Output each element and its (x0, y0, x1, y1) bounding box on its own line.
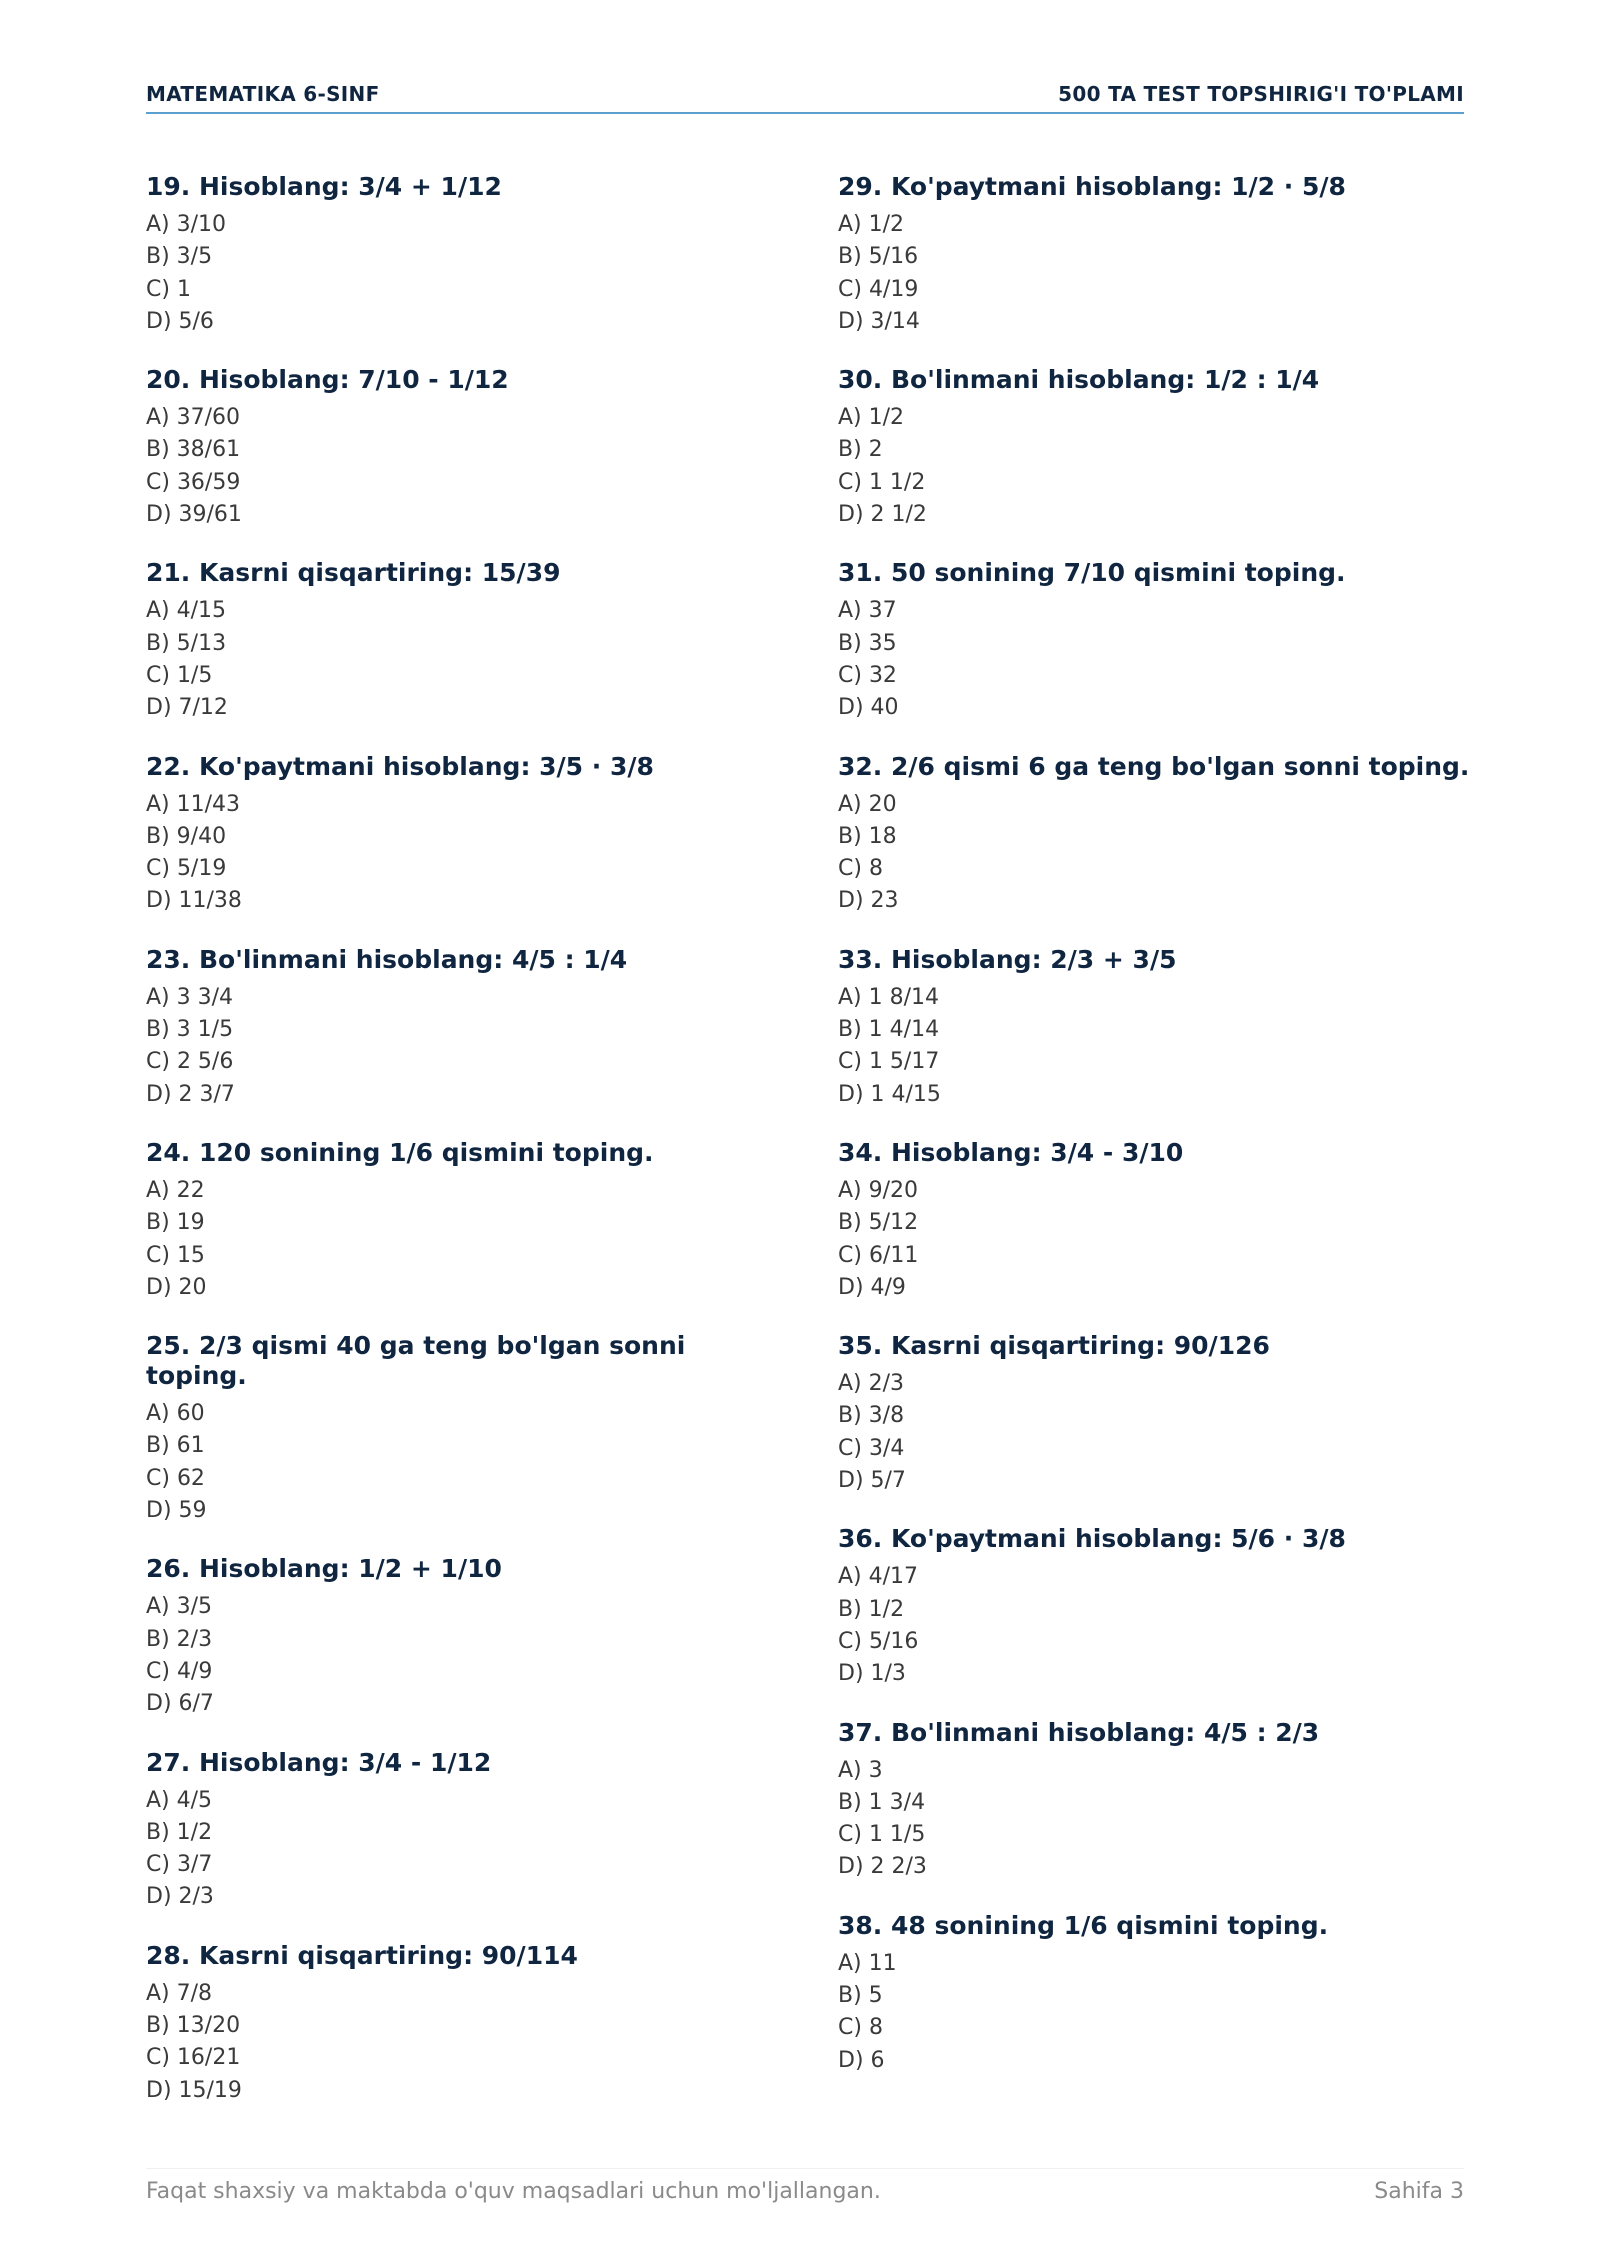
answer-option: A) 20 (838, 791, 897, 817)
answer-option: B) 19 (146, 1210, 205, 1236)
answer-option: D) 2 1/2 (838, 502, 927, 528)
answer-option: C) 1 5/17 (838, 1049, 940, 1075)
answer-option: A) 2/3 (838, 1371, 905, 1397)
answer-option: B) 1 3/4 (838, 1789, 926, 1815)
question-block (146, 945, 786, 1111)
answer-option: D) 11/38 (146, 888, 242, 914)
answer-option: B) 3/8 (838, 1403, 905, 1429)
question-title: 20. Hisoblang: 7/10 - 1/12 (146, 365, 509, 395)
answer-option: C) 36/59 (146, 469, 241, 495)
page-header (146, 82, 1464, 114)
question-title: 25. 2/3 qismi 40 ga teng bo'lgan sonni toping. (146, 1331, 686, 1391)
answer-option: A) 3 3/4 (146, 984, 234, 1010)
answer-option: D) 5/7 (838, 1468, 906, 1494)
answer-option: B) 1/2 (838, 1596, 905, 1622)
answer-option: C) 16/21 (146, 2045, 241, 2071)
answer-option: B) 61 (146, 1433, 205, 1459)
answer-option: D) 59 (146, 1498, 207, 1524)
answer-option: B) 13/20 (146, 2012, 241, 2038)
answer-option: D) 39/61 (146, 502, 242, 528)
question-title: 34. Hisoblang: 3/4 - 3/10 (838, 1137, 1184, 1167)
answer-option: D) 2 3/7 (146, 1081, 235, 1107)
answer-option: A) 3/10 (146, 212, 227, 237)
answer-option: A) 37/60 (146, 405, 241, 431)
page-number: Sahifa 3 (1374, 2179, 1464, 2204)
answer-option: A) 7/8 (146, 1980, 213, 2006)
answer-option: D) 2 2/3 (838, 1854, 927, 1880)
answer-option: A) 11/43 (146, 791, 241, 817)
question-block (838, 172, 1478, 338)
answer-option: C) 62 (146, 1465, 205, 1491)
answer-option: A) 1 8/14 (838, 984, 940, 1010)
answer-option: B) 1/2 (146, 1819, 213, 1845)
answer-option: D) 2/3 (146, 1884, 214, 1910)
answer-option: D) 40 (838, 695, 899, 721)
question-block (838, 752, 1478, 918)
answer-option: D) 6/7 (146, 1691, 214, 1717)
answer-option: A) 1/2 (838, 405, 905, 431)
question-title: 19. Hisoblang: 3/4 + 1/12 (146, 172, 502, 201)
answer-option: D) 3/14 (838, 308, 920, 334)
answer-option: A) 22 (146, 1177, 205, 1203)
question-block (146, 1748, 786, 1914)
answer-option: B) 5/12 (838, 1210, 919, 1236)
answer-option: B) 5 (838, 1982, 883, 2008)
answer-option: B) 5/13 (146, 630, 227, 656)
answer-option: A) 60 (146, 1401, 205, 1427)
answer-option: B) 2/3 (146, 1626, 213, 1652)
question-block (838, 1524, 1478, 1690)
answer-option: B) 38/61 (146, 437, 241, 463)
question-title: 27. Hisoblang: 3/4 - 1/12 (146, 1747, 492, 1777)
answer-option: A) 3/5 (146, 1594, 213, 1620)
question-block (146, 172, 786, 338)
question-title: 23. Bo'linmani hisoblang: 4/5 : 1/4 (146, 944, 628, 974)
answer-option: C) 8 (838, 2015, 883, 2041)
answer-option: C) 1/5 (146, 662, 213, 688)
answer-option: C) 4/19 (838, 276, 919, 302)
question-title: 21. Kasrni qisqartiring: 15/39 (146, 558, 561, 588)
question-block (146, 752, 786, 918)
answer-option: A) 9/20 (838, 1177, 919, 1203)
question-title: 38. 48 sonining 1/6 qismini toping. (838, 1910, 1329, 1940)
answer-option: A) 37 (838, 598, 897, 624)
question-block (838, 1911, 1478, 2077)
answer-option: C) 3/7 (146, 1852, 213, 1878)
question-block (838, 945, 1478, 1111)
answer-option: D) 4/9 (838, 1274, 906, 1300)
question-block (838, 558, 1478, 724)
answer-option: C) 5/19 (146, 856, 227, 882)
question-block (838, 1331, 1478, 1497)
question-title: 33. Hisoblang: 2/3 + 3/5 (838, 944, 1177, 974)
answer-option: A) 11 (838, 1950, 897, 1976)
question-block (838, 1718, 1478, 1884)
answer-option: A) 4/5 (146, 1787, 213, 1813)
answer-option: B) 5/16 (838, 244, 919, 270)
question-block (146, 558, 786, 724)
left-column (146, 172, 786, 2134)
answer-option: D) 15/19 (146, 2077, 242, 2103)
answer-option: B) 3/5 (146, 244, 213, 270)
answer-option: B) 18 (838, 823, 897, 849)
answer-option: C) 8 (838, 856, 883, 882)
question-block (146, 1331, 786, 1527)
subject-title: MATEMATIKA 6-SINF (146, 82, 380, 106)
answer-option: C) 1 1/2 (838, 469, 926, 495)
question-block (838, 1138, 1478, 1304)
question-block (838, 365, 1478, 531)
answer-option: A) 1/2 (838, 212, 905, 237)
question-title: 31. 50 sonining 7/10 qismini toping. (838, 558, 1346, 588)
question-title: 24. 120 sonining 1/6 qismini toping. (146, 1137, 654, 1167)
collection-title: 500 TA TEST TOPSHIRIG'I TO'PLAMI (1058, 82, 1464, 106)
answer-option: C) 6/11 (838, 1242, 919, 1268)
question-title: 22. Ko'paytmani hisoblang: 3/5 · 3/8 (146, 751, 654, 781)
answer-option: D) 23 (838, 888, 899, 914)
answer-option: A) 4/15 (146, 598, 227, 624)
answer-option: D) 5/6 (146, 308, 214, 334)
answer-option: C) 1 1/5 (838, 1822, 926, 1848)
answer-option: A) 4/17 (838, 1564, 919, 1590)
answer-option: D) 6 (838, 2047, 885, 2073)
question-block (146, 1941, 786, 2107)
answer-option: D) 1 4/15 (838, 1081, 941, 1107)
answer-option: B) 9/40 (146, 823, 227, 849)
question-title: 26. Hisoblang: 1/2 + 1/10 (146, 1554, 502, 1584)
answer-option: C) 4/9 (146, 1658, 213, 1684)
answer-option: D) 20 (146, 1274, 207, 1300)
answer-option: D) 1/3 (838, 1661, 906, 1687)
answer-option: C) 32 (838, 662, 897, 688)
right-column (838, 172, 1478, 2104)
answer-option: B) 1 4/14 (838, 1017, 940, 1043)
answer-option: B) 3 1/5 (146, 1017, 234, 1043)
answer-option: D) 7/12 (146, 695, 228, 721)
answer-option: B) 35 (838, 630, 897, 656)
question-title: 35. Kasrni qisqartiring: 90/126 (838, 1331, 1270, 1361)
answer-option: C) 15 (146, 1242, 205, 1268)
answer-option: C) 2 5/6 (146, 1049, 234, 1075)
answer-option: C) 5/16 (838, 1628, 919, 1654)
question-block (146, 365, 786, 531)
question-block (146, 1554, 786, 1720)
question-block (146, 1138, 786, 1304)
question-title: 28. Kasrni qisqartiring: 90/114 (146, 1940, 578, 1970)
answer-option: C) 3/4 (838, 1435, 905, 1461)
page-footer (146, 2168, 1464, 2207)
question-title: 36. Ko'paytmani hisoblang: 5/6 · 3/8 (838, 1524, 1346, 1554)
answer-option: A) 3 (838, 1757, 883, 1783)
question-title: 30. Bo'linmani hisoblang: 1/2 : 1/4 (838, 365, 1320, 395)
answer-option: B) 2 (838, 437, 883, 463)
footer-note: Faqat shaxsiy va maktabda o'quv maqsadlari uchun mo'ljallangan. (146, 2179, 881, 2204)
answer-option: C) 1 (146, 276, 191, 302)
question-title: 32. 2/6 qismi 6 ga teng bo'lgan sonni toping. (838, 751, 1470, 781)
question-title: 29. Ko'paytmani hisoblang: 1/2 · 5/8 (838, 172, 1346, 201)
question-title: 37. Bo'linmani hisoblang: 4/5 : 2/3 (838, 1717, 1320, 1747)
